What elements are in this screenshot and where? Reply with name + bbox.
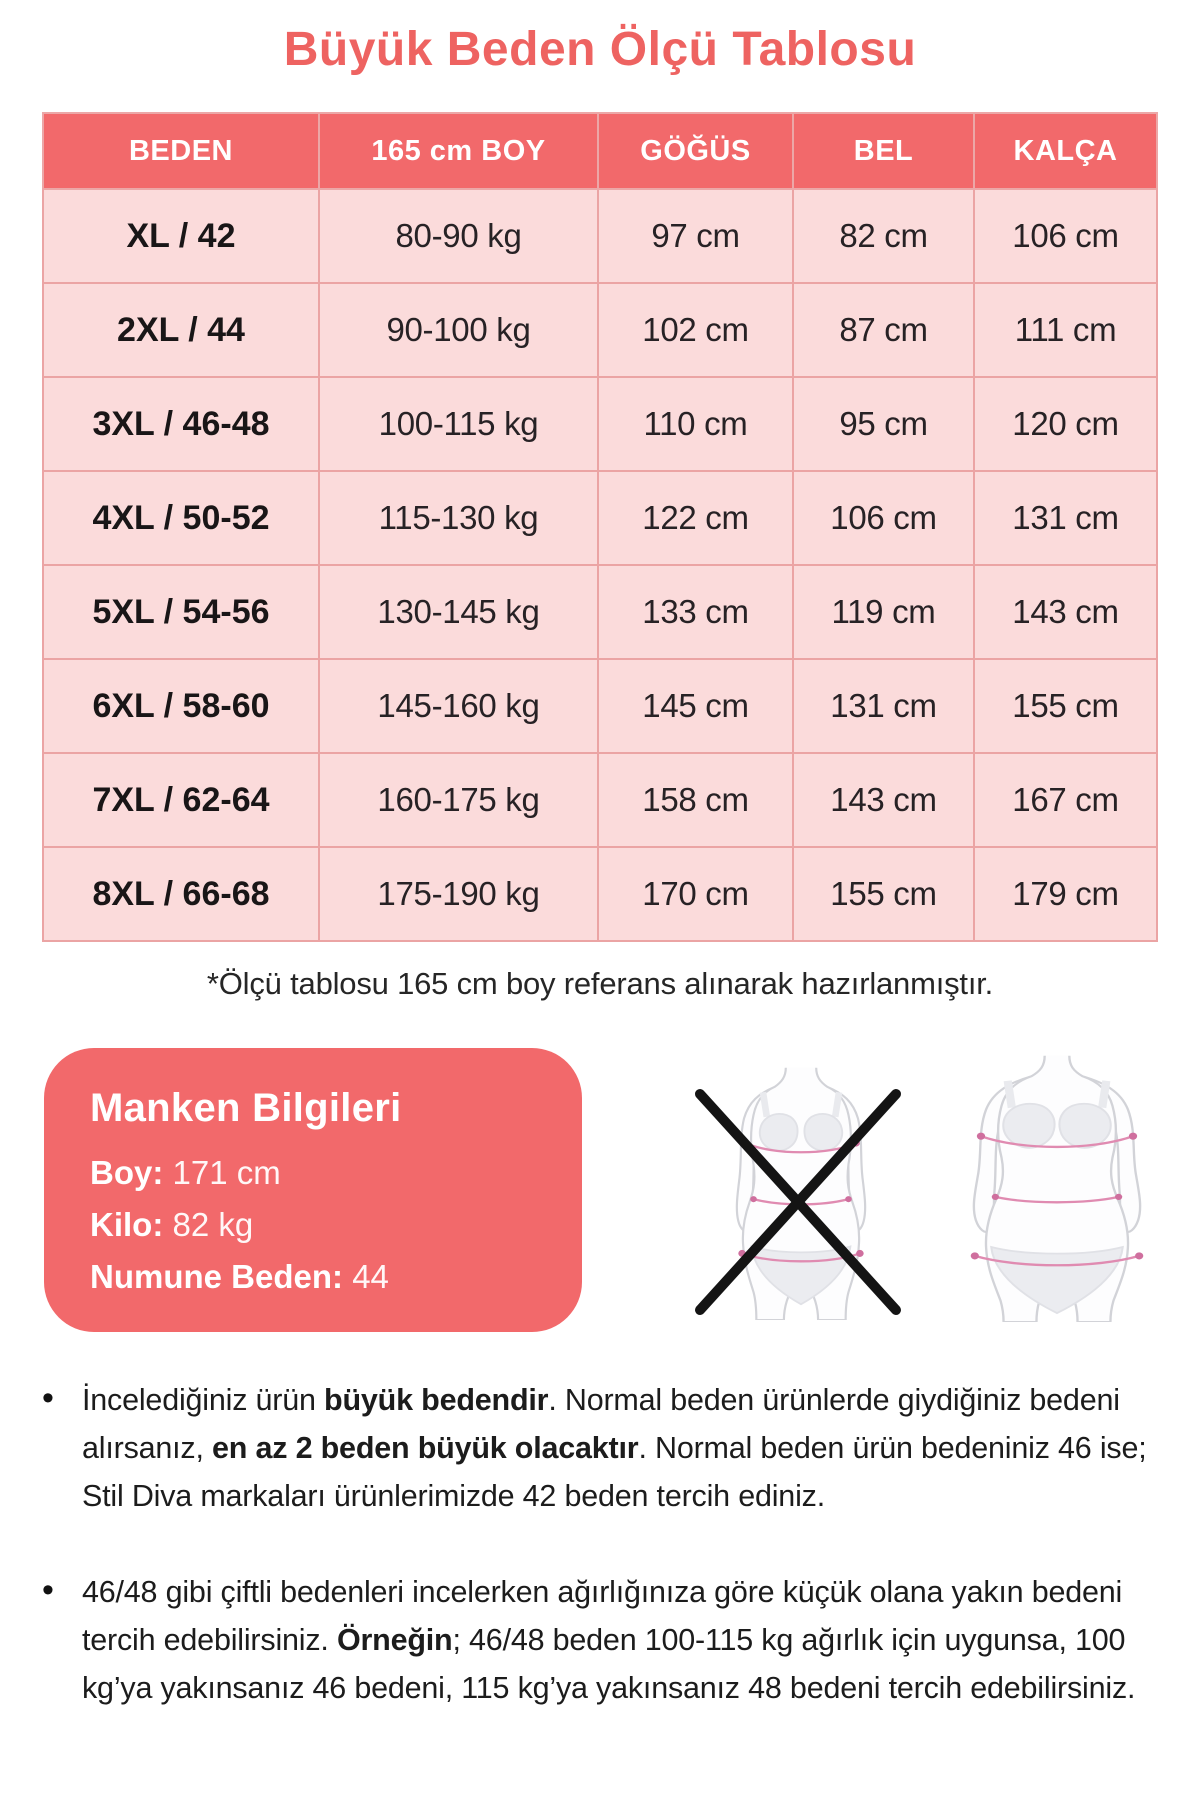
size-table-body <box>43 189 1157 941</box>
measure-cell: 82 cm <box>793 189 974 283</box>
measure-cell: 130-145 kg <box>319 565 598 659</box>
model-info-lines <box>90 1147 562 1303</box>
measure-cell: 100-115 kg <box>319 377 598 471</box>
model-height-line <box>90 1147 562 1199</box>
model-sample-size-label: Numune Beden <box>90 1258 333 1295</box>
measure-cell: 122 cm <box>598 471 793 565</box>
measure-cell: 110 cm <box>598 377 793 471</box>
size-cell: 8XL / 66-68 <box>43 847 319 941</box>
note-text-bold: büyük bedendir <box>324 1383 549 1417</box>
plus-size-body-icon <box>944 1054 1170 1322</box>
col-header-beden: BEDEN <box>43 113 319 189</box>
measure-cell: 155 cm <box>974 659 1157 753</box>
slim-body-figure <box>706 1066 896 1320</box>
table-row <box>43 847 1157 941</box>
size-cell: 2XL / 44 <box>43 283 319 377</box>
table-row <box>43 565 1157 659</box>
measure-cell: 179 cm <box>974 847 1157 941</box>
table-row <box>43 753 1157 847</box>
col-header-bel: BEL <box>793 113 974 189</box>
note-text: . Normal beden ürün bedeniniz 46 ise; Stil Diva markaları ürünlerimizde 42 beden tercih ediniz. <box>82 1431 1147 1513</box>
measure-cell: 97 cm <box>598 189 793 283</box>
measure-cell: 175-190 kg <box>319 847 598 941</box>
measure-cell: 106 cm <box>974 189 1157 283</box>
measure-cell: 87 cm <box>793 283 974 377</box>
size-cell: 6XL / 58-60 <box>43 659 319 753</box>
size-cell: XL / 42 <box>43 189 319 283</box>
measure-cell: 80-90 kg <box>319 189 598 283</box>
model-weight-value: 82 kg <box>172 1206 254 1243</box>
separator: : <box>152 1206 173 1243</box>
size-cell: 3XL / 46-48 <box>43 377 319 471</box>
measure-cell: 143 cm <box>974 565 1157 659</box>
table-row <box>43 377 1157 471</box>
measure-cell: 170 cm <box>598 847 793 941</box>
measure-cell: 90-100 kg <box>319 283 598 377</box>
measure-cell: 106 cm <box>793 471 974 565</box>
measure-cell: 120 cm <box>974 377 1157 471</box>
model-info-card <box>44 1048 582 1332</box>
measure-cell: 145 cm <box>598 659 793 753</box>
notes-list <box>36 1376 1176 1760</box>
measure-cell: 115-130 kg <box>319 471 598 565</box>
table-row <box>43 471 1157 565</box>
note-text: . Normal beden ürünlerde giydiğiniz bedeni alırsanız, <box>82 1383 1120 1465</box>
size-table <box>42 112 1158 942</box>
measure-cell: 160-175 kg <box>319 753 598 847</box>
separator: : <box>152 1154 173 1191</box>
plus-size-body-figure <box>944 1054 1170 1322</box>
note-text: 46/48 gibi çiftli bedenleri incelerken ağırlığınıza göre küçük olana yakın bedeni tercih edebilirsiniz. <box>82 1575 1123 1657</box>
measure-cell: 145-160 kg <box>319 659 598 753</box>
x-mark-icon <box>692 1086 904 1318</box>
col-header-kalca: KALÇA <box>974 113 1157 189</box>
model-weight-label: Kilo <box>90 1206 153 1243</box>
measure-cell: 158 cm <box>598 753 793 847</box>
col-header-gogus: GÖĞÜS <box>598 113 793 189</box>
table-footnote: *Ölçü tablosu 165 cm boy referans alınarak hazırlanmıştır. <box>206 966 994 1001</box>
table-row <box>43 659 1157 753</box>
note-text-bold: en az 2 beden büyük olacaktır <box>212 1431 639 1465</box>
separator: : <box>332 1258 353 1295</box>
measure-cell: 95 cm <box>793 377 974 471</box>
note-text: ; 46/48 beden 100-115 kg ağırlık için uygunsa, 100 kg’ya yakınsanız 46 bedeni, 115 kg’ya yakınsanız 48 bedeni tercih edebilirsiniz. <box>82 1623 1136 1705</box>
model-sample-size-line <box>90 1251 562 1303</box>
page-title: Büyük Beden Ölçü Tablosu <box>283 23 917 76</box>
table-header-row <box>43 113 1157 189</box>
measure-cell: 131 cm <box>974 471 1157 565</box>
measure-cell: 131 cm <box>793 659 974 753</box>
size-cell: 7XL / 62-64 <box>43 753 319 847</box>
table-row <box>43 189 1157 283</box>
size-cell: 4XL / 50-52 <box>43 471 319 565</box>
note-item <box>36 1568 1176 1712</box>
model-height-label: Boy <box>90 1154 153 1191</box>
note-text-bold: Örneğin <box>336 1623 453 1657</box>
model-height-value: 171 cm <box>172 1154 281 1191</box>
note-item <box>36 1376 1176 1520</box>
measure-cell: 167 cm <box>974 753 1157 847</box>
model-weight-line <box>90 1199 562 1251</box>
measure-cell: 155 cm <box>793 847 974 941</box>
measure-cell: 111 cm <box>974 283 1157 377</box>
table-row <box>43 283 1157 377</box>
measure-cell: 119 cm <box>793 565 974 659</box>
model-info-title: Manken Bilgileri <box>90 1086 402 1130</box>
size-cell: 5XL / 54-56 <box>43 565 319 659</box>
measure-cell: 102 cm <box>598 283 793 377</box>
note-text: İncelediğiniz ürün <box>82 1383 325 1417</box>
measure-cell: 143 cm <box>793 753 974 847</box>
model-sample-size-value: 44 <box>352 1258 389 1295</box>
col-header-boy: 165 cm BOY <box>319 113 598 189</box>
measure-cell: 133 cm <box>598 565 793 659</box>
